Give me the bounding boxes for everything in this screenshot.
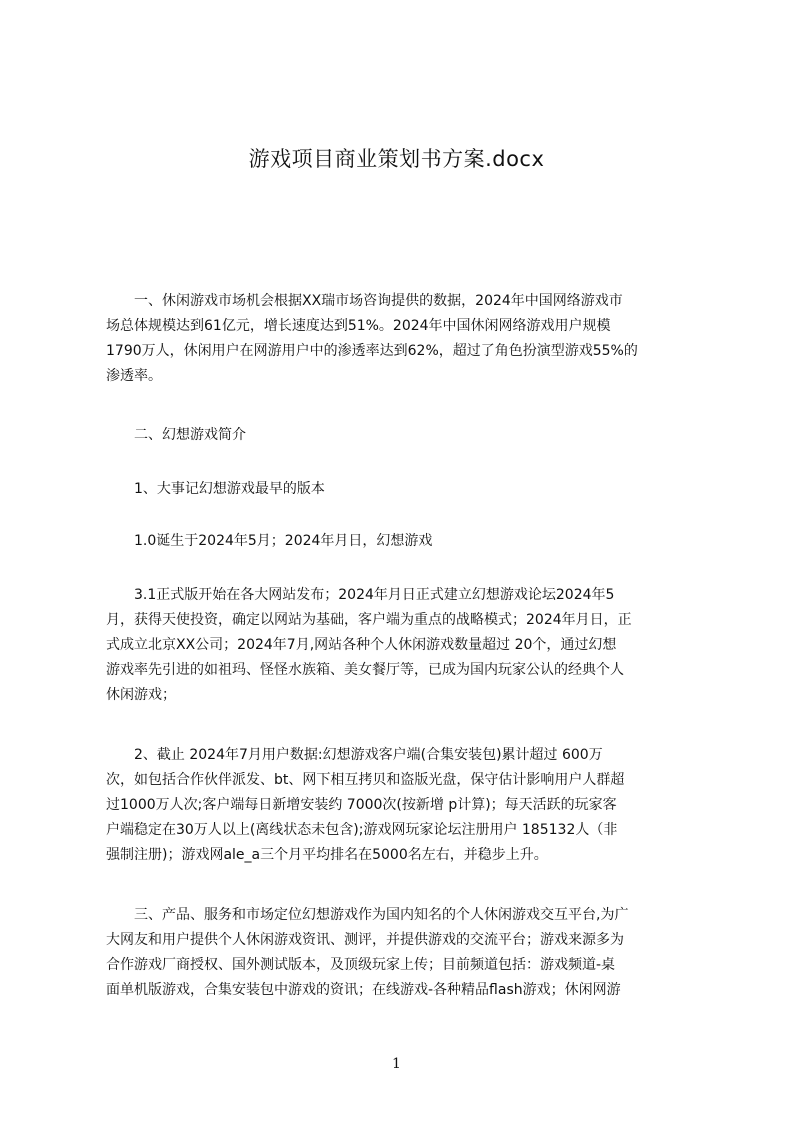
text-line: 游戏率先引进的如祖玛、怪怪水族箱、美女餐厅等，已成为国内玩家公认的经典个人 — [106, 662, 624, 678]
text-line: 二、幻想游戏简介 — [134, 427, 246, 443]
text-line: 1.0诞生于2024年5月；2024年月日，幻想游戏 — [134, 533, 433, 549]
text-line: 过1000万人次;客户端每日新增安装约 7000次(按新增 p计算)；每天活跃的玩家客 — [106, 797, 617, 813]
paragraph-market-opportunity — [106, 289, 698, 389]
text-line: 2、截止 2024年7月用户数据:幻想游戏客户端(合集安装包)累计超过 600万 — [134, 747, 603, 763]
text-line: 场总体规模达到61亿元，增长速度达到51%。2024年中国休闲网络游戏用户规模 — [106, 318, 611, 334]
document-title: 游戏项目商业策划书方案.docx — [248, 147, 545, 171]
text-line: 1790万人，休闲用户在网游用户中的渗透率达到62%，超过了角色扮演型游戏55%的 — [106, 343, 638, 359]
text-line: 大网友和用户提供个人休闲游戏资讯、测评，并提供游戏的交流平台；游戏来源多为 — [106, 932, 624, 948]
text-line: 1、大事记幻想游戏最早的版本 — [134, 481, 325, 497]
text-line: 户端稳定在30万人以上(离线状态未包含);游戏网玩家论坛注册用户 185132人（非 — [106, 822, 618, 838]
text-line: 3.1正式版开始在各大网站发布；2024年月日正式建立幻想游戏论坛2024年5 — [134, 587, 615, 603]
text-line: 一、休闲游戏市场机会根据XX瑞市场咨询提供的数据，2024年中国网络游戏市 — [134, 293, 623, 309]
paragraph-product-positioning — [106, 903, 698, 1003]
paragraph-version-3 — [106, 583, 698, 708]
section-heading-intro — [106, 423, 698, 448]
page-number: 1 — [392, 1056, 401, 1072]
text-line: 月，获得天使投资，确定以网站为基础，客户端为重点的战略模式；2024年月日，正 — [106, 612, 632, 628]
text-line: 三、产品、服务和市场定位幻想游戏作为国内知名的个人休闲游戏交互平台,为广 — [134, 907, 629, 923]
text-line: 休闲游戏； — [106, 687, 176, 703]
paragraph-version-1 — [106, 529, 698, 554]
subsection-heading-milestones — [106, 477, 698, 502]
text-line: 合作游戏厂商授权、国外测试版本，及顶级玩家上传；目前频道包括：游戏频道-桌 — [106, 957, 616, 973]
paragraph-user-data — [106, 743, 698, 868]
text-line: 面单机版游戏，合集安装包中游戏的资讯；在线游戏-各种精品flash游戏；休闲网游 — [106, 982, 621, 998]
text-line: 次，如包括合作伙伴派发、bt、网下相互拷贝和盗版光盘，保守估计影响用户人群超 — [106, 772, 625, 788]
text-line: 式成立北京XX公司；2024年7月,网站各种个人休闲游戏数量超过 20个，通过幻想 — [106, 637, 617, 653]
text-line: 强制注册)；游戏网ale_a三个月平均排名在5000名左右，并稳步上升。 — [106, 847, 548, 863]
text-line: 渗透率。 — [106, 368, 162, 384]
